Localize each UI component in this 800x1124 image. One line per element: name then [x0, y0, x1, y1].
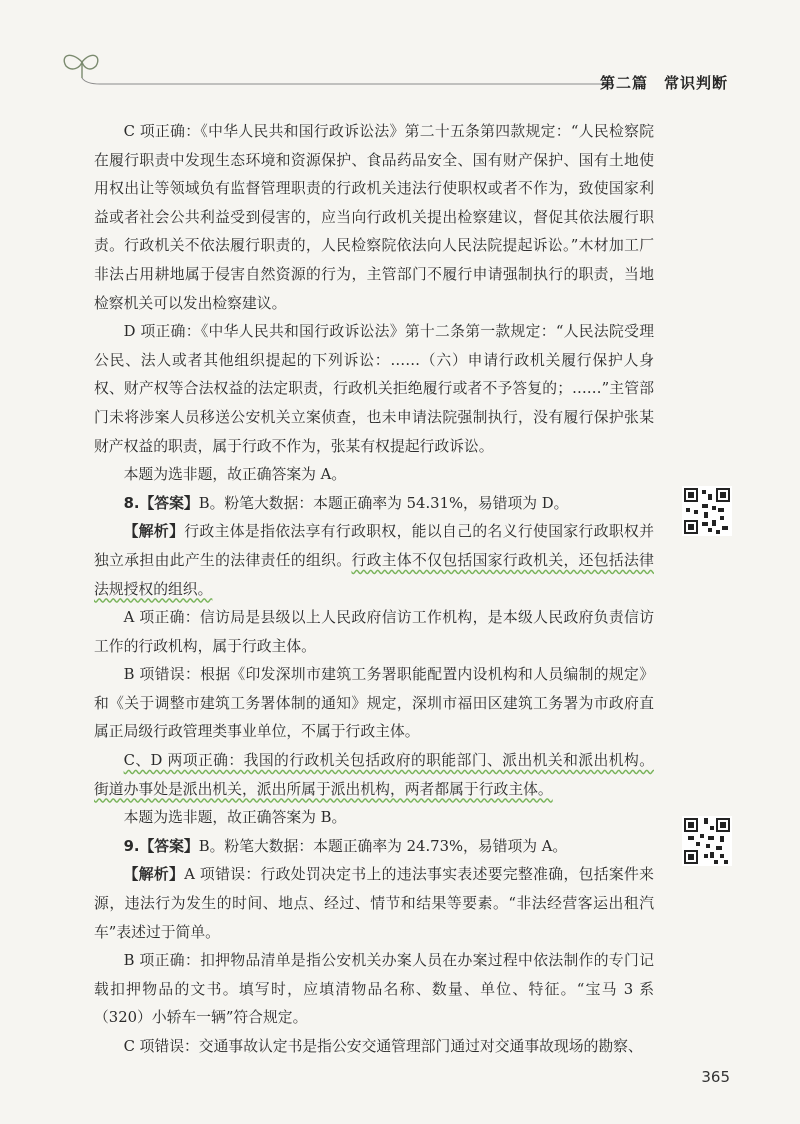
page-header: [0, 0, 800, 110]
q8-option-cd: [94, 747, 654, 804]
main-content: [94, 118, 654, 1062]
q8-option-b: B 项错误：根据《印发深圳市建筑工务署职能配置内设机构和人员编制的规定》和《关于调整市建筑工务署体制的通知》规定，深圳市福田区建筑工务署为市政府直属正局级行政管理类事业单位，不属于行政主体。: [94, 666, 654, 741]
q8-option-a: A 项正确：信访局是县级以上人民政府信访工作机构，是本级人民政府负责信访工作的行政机构，属于行政主体。: [94, 609, 654, 655]
page-number: 365: [701, 1068, 730, 1086]
q9-answer-text: B。粉笔大数据：本题正确率为 24.73%，易错项为 A。: [198, 837, 568, 855]
q8-analysis-label: 【解析】: [123, 523, 185, 541]
q8-conclusion: 本题为选非题，故正确答案为 B。: [123, 809, 347, 827]
q9-option-b: B 项正确：扣押物品清单是指公安机关办案人员在办案过程中依法制作的专门记载扣押物品的文书。填写时，应填清物品名称、数量、单位、特征。“宝马 3 系（320）小轿车一辆”符合规定。: [94, 952, 654, 1027]
qr-code-icon[interactable]: [682, 486, 732, 536]
q9-analysis-label: 【解析】: [123, 866, 185, 884]
paragraph-q7-d: D 项正确：《中华人民共和国行政诉讼法》第十二条第一款规定：“人民法院受理公民、法人或者其他组织提起的下列诉讼：……（六）申请行政机关履行保护人身权、财产权等合法权益的法定职责，行政机关拒绝履行或者不予答复的；……”主管部门未将涉案人员移送公安机关立案侦查，也未申请法院强制执行，没有履行保护张某财产权益的职责，属于行政不作为，张某有权提起行政诉讼。: [94, 323, 654, 455]
q9-option-c: C 项错误：交通事故认定书是指公安交通管理部门通过对交通事故现场的勘察、: [123, 1038, 643, 1055]
q9-answer: [94, 833, 654, 862]
q9-answer-label: 9.【答案】: [123, 837, 199, 855]
q8-analysis-text-1: 行政主体是指依法享有行政职权，能以自己的名义行使国家行政职权并独立承担由此产生的法律责任的组织。: [94, 523, 654, 569]
q8-answer: [94, 490, 654, 519]
header-decoration: [0, 0, 800, 110]
paragraph-q7-c: C 项正确：《中华人民共和国行政诉讼法》第二十五条第四款规定：“人民检察院在履行职责中发现生态环境和资源保护、食品药品安全、国有财产保护、国有土地使用权出让等领域负有监督管理职责的行政机关违法行使职权或者不作为，致使国家利益或者社会公共利益受到侵害的，应当向行政机关提出检察建议，督促其依法履行职责。行政机关不依法履行职责的，人民检察院依法向人民法院提起诉讼。”木材加工厂非法占用耕地属于侵害自然资源的行为，主管部门不履行申请强制执行的职责，当地检察机关可以发出检察建议。: [94, 123, 654, 312]
q8-answer-label: 8.【答案】: [123, 494, 199, 512]
q9-analysis: [94, 861, 654, 947]
q9-option-a: A 项错误：行政处罚决定书上的违法事实表述要完整准确，包括案件来源，违法行为发生的时间、地点、经过、情节和结果等要素。“非法经营客运出租汽车”表述过于简单。: [94, 866, 654, 941]
sprout-icon: [64, 55, 98, 78]
q8-analysis-highlight: 行政主体不仅包括国家行政机关，还包括法律法规授权的组织。: [94, 551, 654, 598]
section-title: 第二篇 常识判断: [599, 74, 728, 92]
q8-option-cd-text: C、D 两项正确：我国的行政机关包括政府的职能部门、派出机关和派出机构。街道办事处是派出机关，派出所属于派出机构，两者都属于行政主体。: [94, 752, 654, 798]
q8-answer-text: B。粉笔大数据：本题正确率为 54.31%，易错项为 D。: [198, 494, 569, 512]
q8-analysis: [94, 518, 654, 604]
paragraph-q7-conclusion: 本题为选非题，故正确答案为 A。: [123, 466, 347, 484]
qr-code-icon[interactable]: [682, 816, 732, 866]
